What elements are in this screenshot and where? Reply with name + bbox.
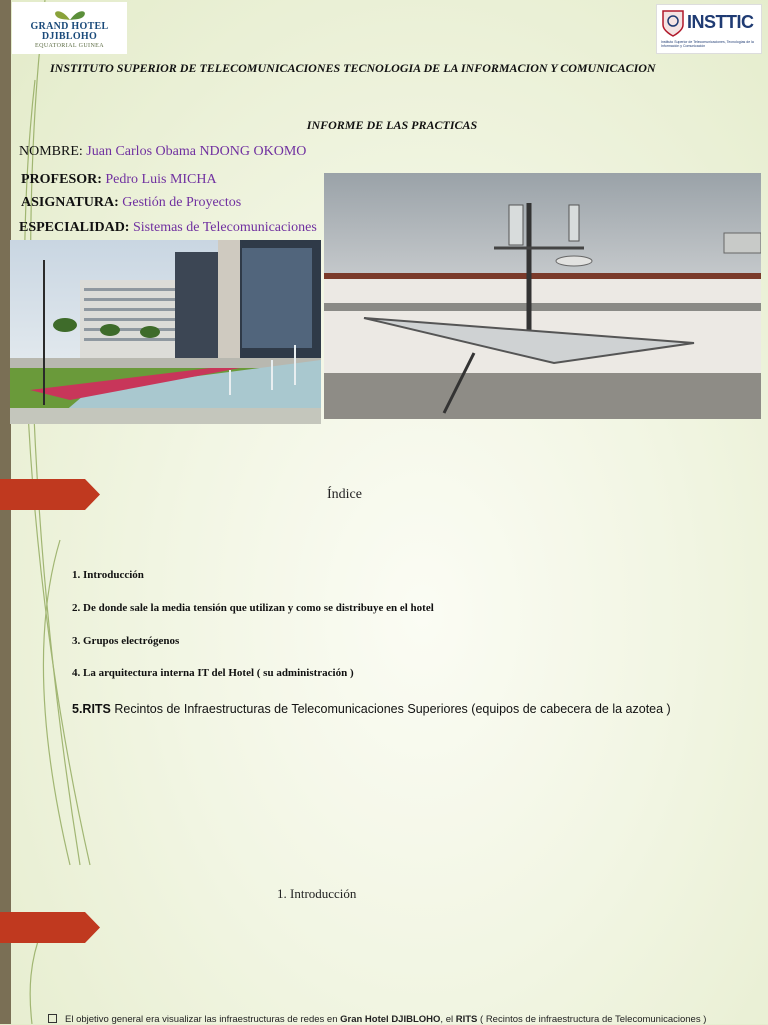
profesor-value: Pedro Luis MICHA — [105, 172, 217, 187]
hotel-logo-line2: DJIBLOHO — [41, 31, 98, 42]
index-item-3: 3. Grupos electrógenos — [72, 635, 180, 647]
checkbox-bullet-icon — [48, 1014, 57, 1023]
student-name-field — [19, 144, 306, 160]
index-item-2: 2. De donde sale la media tensión que utilizan y como se distribuye en el hotel — [72, 602, 434, 614]
index-item-5-text: Recintos de Infraestructuras de Telecomunicaciones Superiores (equipos de cabecera de la azotea ) — [110, 702, 671, 716]
insttic-subtitle: Instituto Superior de Telecomunicaciones, Tecnologías de la Información y Comunicación — [661, 40, 754, 48]
insttic-brand: INSTTIC — [687, 12, 754, 32]
index-item-5 — [72, 702, 671, 717]
section-arrow-icon — [0, 912, 100, 943]
asignatura-value: Gestión de Proyectos — [122, 195, 242, 210]
grand-hotel-logo — [12, 2, 127, 54]
intro-text-a: El objetivo general era visualizar las infraestructuras de redes en — [65, 1014, 341, 1025]
institute-title: INSTITUTO SUPERIOR DE TELECOMUNICACIONES TECNOLOGIA DE LA INFORMACION Y COMUNICACION — [50, 61, 656, 75]
asignatura-label: ASIGNATURA: — [21, 195, 119, 210]
intro-bold-b: RITS — [455, 1014, 478, 1025]
rooftop-antenna-photo — [324, 173, 761, 419]
intro-bold-a: Gran Hotel DJIBLOHO — [340, 1014, 441, 1025]
butterfly-icon — [50, 6, 90, 22]
introduction-heading: 1. Introducción — [277, 886, 357, 901]
introduction-paragraph — [48, 1014, 768, 1025]
index-item-4: 4. La arquitectura interna IT del Hotel ( su administración ) — [72, 667, 354, 679]
section-arrow-icon — [0, 479, 100, 510]
index-item-1: 1. Introducción — [72, 569, 144, 581]
specialty-field — [19, 220, 317, 236]
insttic-logo — [656, 4, 762, 54]
intro-text-c: ( Recintos de infraestructura de Telecomunicaciones ) — [477, 1014, 707, 1025]
hotel-logo-line1: GRAND HOTEL — [30, 21, 109, 32]
index-title: Índice — [327, 487, 362, 502]
intro-text-b: , el — [440, 1014, 456, 1025]
index-item-5-number: 5.RITS — [72, 702, 111, 716]
nombre-value: Juan Carlos Obama NDONG OKOMO — [86, 144, 307, 159]
report-title: INFORME DE LAS PRACTICAS — [306, 118, 478, 132]
profesor-label: PROFESOR: — [21, 172, 102, 187]
especialidad-label: ESPECIALIDAD: — [19, 220, 130, 235]
insttic-emblem-icon — [661, 9, 685, 37]
professor-field — [21, 172, 217, 188]
hotel-building-photo — [10, 240, 321, 424]
especialidad-value: Sistemas de Telecomunicaciones — [132, 220, 317, 235]
nombre-label: NOMBRE: — [19, 144, 83, 159]
hotel-logo-line3: EQUATORIAL GUINEA — [35, 43, 104, 49]
subject-field — [21, 195, 241, 211]
